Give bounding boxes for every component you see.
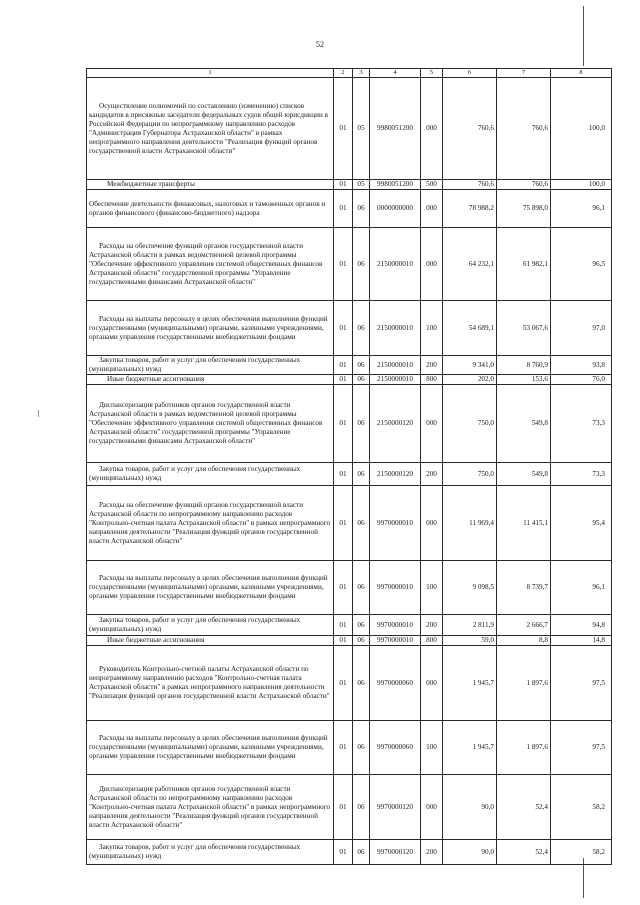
row-plan-value: 9 098,5 xyxy=(443,561,497,615)
row-section: 01 xyxy=(334,636,353,646)
table-row xyxy=(87,486,612,561)
table-row xyxy=(87,615,612,636)
table-row xyxy=(87,190,612,228)
table-row xyxy=(87,375,612,385)
row-actual-value: 53 067,6 xyxy=(497,301,551,356)
row-target-code: 9980051200 xyxy=(370,180,421,190)
row-subsection: 06 xyxy=(353,840,370,865)
row-subsection: 06 xyxy=(353,375,370,385)
table-row xyxy=(87,840,612,865)
table-row xyxy=(87,385,612,463)
row-plan-value: 78 988,2 xyxy=(443,190,497,228)
budget-execution-table xyxy=(86,68,612,865)
row-section: 01 xyxy=(334,385,353,463)
row-percent: 73,3 xyxy=(551,385,612,463)
row-plan-value: 750,0 xyxy=(443,385,497,463)
row-expense-type: 100 xyxy=(421,561,443,615)
row-expense-type: 800 xyxy=(421,375,443,385)
row-percent: 96,1 xyxy=(551,190,612,228)
row-name: Закупка товаров, работ и услуг для обеспечения государственных (муниципальных) нужд xyxy=(87,615,334,636)
column-header: 5 xyxy=(421,69,443,78)
row-plan-value: 760,6 xyxy=(443,78,497,180)
row-percent: 93,8 xyxy=(551,356,612,375)
table-row xyxy=(87,356,612,375)
row-expense-type: 000 xyxy=(421,190,443,228)
table-header-row xyxy=(87,69,612,78)
row-name: Межбюджетные трансферты xyxy=(87,180,334,190)
row-actual-value: 1 897,6 xyxy=(497,721,551,775)
row-expense-type: 500 xyxy=(421,180,443,190)
row-name: Расходы на выплаты персоналу в целях обеспечения выполнения функций государственными (муниципальными) органами, казенными учреждениями, органами управления государственными внебюджетными фондами xyxy=(87,561,334,615)
row-name: Закупка товаров, работ и услуг для обеспечения государственных (муниципальных) нужд xyxy=(87,463,334,486)
row-subsection: 06 xyxy=(353,486,370,561)
row-subsection: 06 xyxy=(353,356,370,375)
column-header: 7 xyxy=(497,69,551,78)
row-subsection: 06 xyxy=(353,636,370,646)
row-percent: 73,3 xyxy=(551,463,612,486)
row-subsection: 06 xyxy=(353,463,370,486)
row-subsection: 06 xyxy=(353,561,370,615)
row-section: 01 xyxy=(334,486,353,561)
row-plan-value: 64 232,1 xyxy=(443,228,497,301)
row-plan-value: 90,0 xyxy=(443,775,497,840)
row-target-code: 9980051200 xyxy=(370,78,421,180)
row-plan-value: 750,0 xyxy=(443,463,497,486)
table-row xyxy=(87,646,612,721)
row-actual-value: 153,6 xyxy=(497,375,551,385)
row-plan-value: 1 945,7 xyxy=(443,646,497,721)
row-percent: 14,8 xyxy=(551,636,612,646)
row-actual-value: 760,6 xyxy=(497,180,551,190)
row-name: Диспансеризация работников органов государственной власти Астраханской области по непрограммному направлению расходов "Контрольно-счетная палата Астраханской области" в рамках непрограммного направления деятельности "Реализация функций органов государственной власти Астраханской области" xyxy=(87,775,334,840)
row-expense-type: 200 xyxy=(421,463,443,486)
row-actual-value: 61 982,1 xyxy=(497,228,551,301)
column-header: 2 xyxy=(334,69,353,78)
row-percent: 58,2 xyxy=(551,775,612,840)
row-percent: 96,5 xyxy=(551,228,612,301)
row-expense-type: 000 xyxy=(421,646,443,721)
row-actual-value: 8 760,9 xyxy=(497,356,551,375)
row-plan-value: 59,0 xyxy=(443,636,497,646)
row-subsection: 06 xyxy=(353,721,370,775)
row-target-code: 9970000060 xyxy=(370,721,421,775)
row-plan-value: 9 341,0 xyxy=(443,356,497,375)
row-name: Расходы на обеспечение функций органов государственной власти Астраханской области по непрограммному направлению расходов "Контрольно-счетная палата Астраханской области" в рамках непрограммного направления деятельности "Реализация функций органов государственной власти Астраханской области" xyxy=(87,486,334,561)
row-target-code: 2150000010 xyxy=(370,301,421,356)
row-expense-type: 000 xyxy=(421,228,443,301)
row-percent: 95,4 xyxy=(551,486,612,561)
row-plan-value: 90,0 xyxy=(443,840,497,865)
row-subsection: 05 xyxy=(353,180,370,190)
table-row xyxy=(87,636,612,646)
row-actual-value: 549,8 xyxy=(497,463,551,486)
row-percent: 76,0 xyxy=(551,375,612,385)
row-percent: 94,8 xyxy=(551,615,612,636)
row-expense-type: 000 xyxy=(421,385,443,463)
row-target-code: 2150000010 xyxy=(370,375,421,385)
row-expense-type: 000 xyxy=(421,486,443,561)
column-header: 3 xyxy=(353,69,370,78)
table-row xyxy=(87,721,612,775)
row-name: Расходы на выплаты персоналу в целях обеспечения выполнения функций государственными (муниципальными) органами, казенными учреждениями, органами управления государственными внебюджетными фондами xyxy=(87,301,334,356)
row-section: 01 xyxy=(334,775,353,840)
row-section: 01 xyxy=(334,463,353,486)
table-row xyxy=(87,301,612,356)
row-expense-type: 100 xyxy=(421,301,443,356)
table-row xyxy=(87,228,612,301)
table-row xyxy=(87,561,612,615)
row-percent: 97,5 xyxy=(551,646,612,721)
row-target-code: 0000000000 xyxy=(370,190,421,228)
row-expense-type: 800 xyxy=(421,636,443,646)
table-row xyxy=(87,180,612,190)
table-row xyxy=(87,463,612,486)
row-plan-value: 1 945,7 xyxy=(443,721,497,775)
row-target-code: 2150000010 xyxy=(370,356,421,375)
row-name: Руководитель Контрольно-счетной палаты Астраханской области по непрограммному направлению расходов "Контрольно-счетная палата Астраханской области" в рамках непрограммного направления деятельности "Реализация функций органов государственной власти Астраханской области" xyxy=(87,646,334,721)
row-name: Расходы на обеспечение функций органов государственной власти Астраханской области в рамках ведомственной целевой программы "Обеспечение эффективного управления системой общественных финансов Астраханской области" государственной программы "Управление государственными финансами Астраханской области" xyxy=(87,228,334,301)
row-actual-value: 52,4 xyxy=(497,840,551,865)
row-target-code: 9970000120 xyxy=(370,840,421,865)
column-header: 1 xyxy=(87,69,334,78)
row-name: Закупка товаров, работ и услуг для обеспечения государственных (муниципальных) нужд xyxy=(87,356,334,375)
column-header: 4 xyxy=(370,69,421,78)
row-target-code: 2150000120 xyxy=(370,385,421,463)
row-expense-type: 200 xyxy=(421,356,443,375)
column-header: 6 xyxy=(443,69,497,78)
row-section: 01 xyxy=(334,190,353,228)
row-actual-value: 75 898,0 xyxy=(497,190,551,228)
row-target-code: 9970000010 xyxy=(370,615,421,636)
row-name: Диспансеризация работников органов государственной власти Астраханской области в рамках ведомственной целевой программы "Обеспечение эффективного управления системой общественных финансов Астраханской области" государственной программы "Управление государственными финансами Астраханской области" xyxy=(87,385,334,463)
row-plan-value: 54 689,1 xyxy=(443,301,497,356)
row-percent: 97,5 xyxy=(551,721,612,775)
row-name: Расходы на выплаты персоналу в целях обеспечения выполнения функций государственными (муниципальными) органами, казенными учреждениями, органами управления государственными внебюджетными фондами xyxy=(87,721,334,775)
row-target-code: 2150000010 xyxy=(370,228,421,301)
row-section: 01 xyxy=(334,721,353,775)
row-target-code: 9970000010 xyxy=(370,636,421,646)
row-subsection: 06 xyxy=(353,385,370,463)
row-percent: 58,2 xyxy=(551,840,612,865)
row-target-code: 9970000010 xyxy=(370,486,421,561)
table-row xyxy=(87,775,612,840)
row-percent: 96,1 xyxy=(551,561,612,615)
row-name: Обеспечение деятельности финансовых, налоговых и таможенных органов и органов финансового (финансово-бюджетного) надзора xyxy=(87,190,334,228)
row-actual-value: 8 739,7 xyxy=(497,561,551,615)
row-section: 01 xyxy=(334,840,353,865)
row-expense-type: 200 xyxy=(421,615,443,636)
row-name: Закупка товаров, работ и услуг для обеспечения государственных (муниципальных) нужд xyxy=(87,840,334,865)
row-plan-value: 202,0 xyxy=(443,375,497,385)
row-subsection: 06 xyxy=(353,646,370,721)
row-section: 01 xyxy=(334,228,353,301)
row-percent: 97,0 xyxy=(551,301,612,356)
column-header: 8 xyxy=(551,69,612,78)
row-percent: 100,0 xyxy=(551,180,612,190)
row-section: 01 xyxy=(334,375,353,385)
row-expense-type: 200 xyxy=(421,840,443,865)
row-subsection: 05 xyxy=(353,78,370,180)
row-plan-value: 760,6 xyxy=(443,180,497,190)
row-section: 01 xyxy=(334,615,353,636)
row-target-code: 9970000120 xyxy=(370,775,421,840)
row-target-code: 2150000120 xyxy=(370,463,421,486)
row-section: 01 xyxy=(334,561,353,615)
row-subsection: 06 xyxy=(353,190,370,228)
row-section: 01 xyxy=(334,180,353,190)
row-subsection: 06 xyxy=(353,228,370,301)
row-actual-value: 549,8 xyxy=(497,385,551,463)
row-actual-value: 52,4 xyxy=(497,775,551,840)
row-section: 01 xyxy=(334,646,353,721)
row-plan-value: 11 969,4 xyxy=(443,486,497,561)
row-expense-type: 100 xyxy=(421,721,443,775)
row-actual-value: 11 415,1 xyxy=(497,486,551,561)
row-actual-value: 760,6 xyxy=(497,78,551,180)
row-target-code: 9970000060 xyxy=(370,646,421,721)
row-name: Осуществление полномочий по составлению (изменению) списков кандидатов в присяжные заседатели федеральных судов общей юрисдикции в Российской Федерации по непрограммному направлению расходов "Администрация Губернатора Астраханской области" в рамках непрограммного направления деятельности "Реализация функций органов государственной власти Астраханской области" xyxy=(87,78,334,180)
row-actual-value: 8,8 xyxy=(497,636,551,646)
table-row xyxy=(87,78,612,180)
row-name: Иные бюджетные ассигнования xyxy=(87,636,334,646)
row-subsection: 06 xyxy=(353,301,370,356)
row-section: 01 xyxy=(334,356,353,375)
row-target-code: 9970000010 xyxy=(370,561,421,615)
row-section: 01 xyxy=(334,301,353,356)
row-actual-value: 2 666,7 xyxy=(497,615,551,636)
page-number: 52 xyxy=(316,40,324,49)
row-section: 01 xyxy=(334,78,353,180)
row-plan-value: 2 811,9 xyxy=(443,615,497,636)
row-expense-type: 000 xyxy=(421,775,443,840)
scan-edge-line-right xyxy=(583,6,584,66)
row-name: Иные бюджетные ассигнования xyxy=(87,375,334,385)
row-actual-value: 1 897,6 xyxy=(497,646,551,721)
row-subsection: 06 xyxy=(353,775,370,840)
row-expense-type: 000 xyxy=(421,78,443,180)
row-subsection: 06 xyxy=(353,615,370,636)
row-percent: 100,0 xyxy=(551,78,612,180)
scan-mark-left xyxy=(38,410,39,417)
